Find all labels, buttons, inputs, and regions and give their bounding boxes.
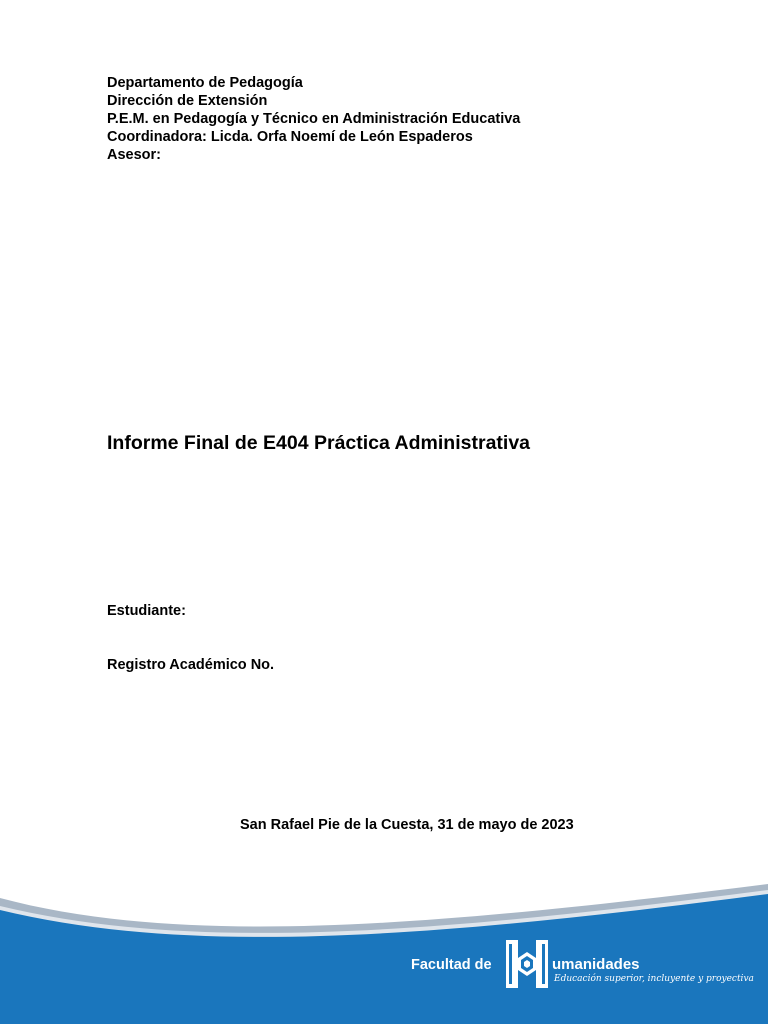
registry-label: Registro Académico No. [107, 657, 275, 673]
header-department: Departamento de Pedagogía [107, 75, 303, 91]
report-title: Informe Final de E404 Práctica Administrativa [107, 432, 531, 454]
header-coordinator: Coordinadora: Licda. Orfa Noemí de León Espaderos [107, 129, 473, 145]
header-direction: Dirección de Extensión [107, 93, 268, 109]
place-date: San Rafael Pie de la Cuesta, 31 de mayo de 2023 [240, 817, 574, 833]
logo-text-facultad: Facultad de [411, 957, 492, 973]
header-advisor: Asesor: [107, 147, 161, 163]
faculty-logo [411, 938, 754, 994]
humanidades-h-emblem-icon [504, 938, 550, 990]
header-block [107, 74, 520, 164]
logo-text-humanidades: umanidades [552, 956, 640, 973]
logo-tagline: Educación superior, incluyente y proyectiva [554, 974, 754, 984]
student-label: Estudiante: [107, 603, 186, 619]
header-program: P.E.M. en Pedagogía y Técnico en Administración Educativa [107, 111, 521, 127]
